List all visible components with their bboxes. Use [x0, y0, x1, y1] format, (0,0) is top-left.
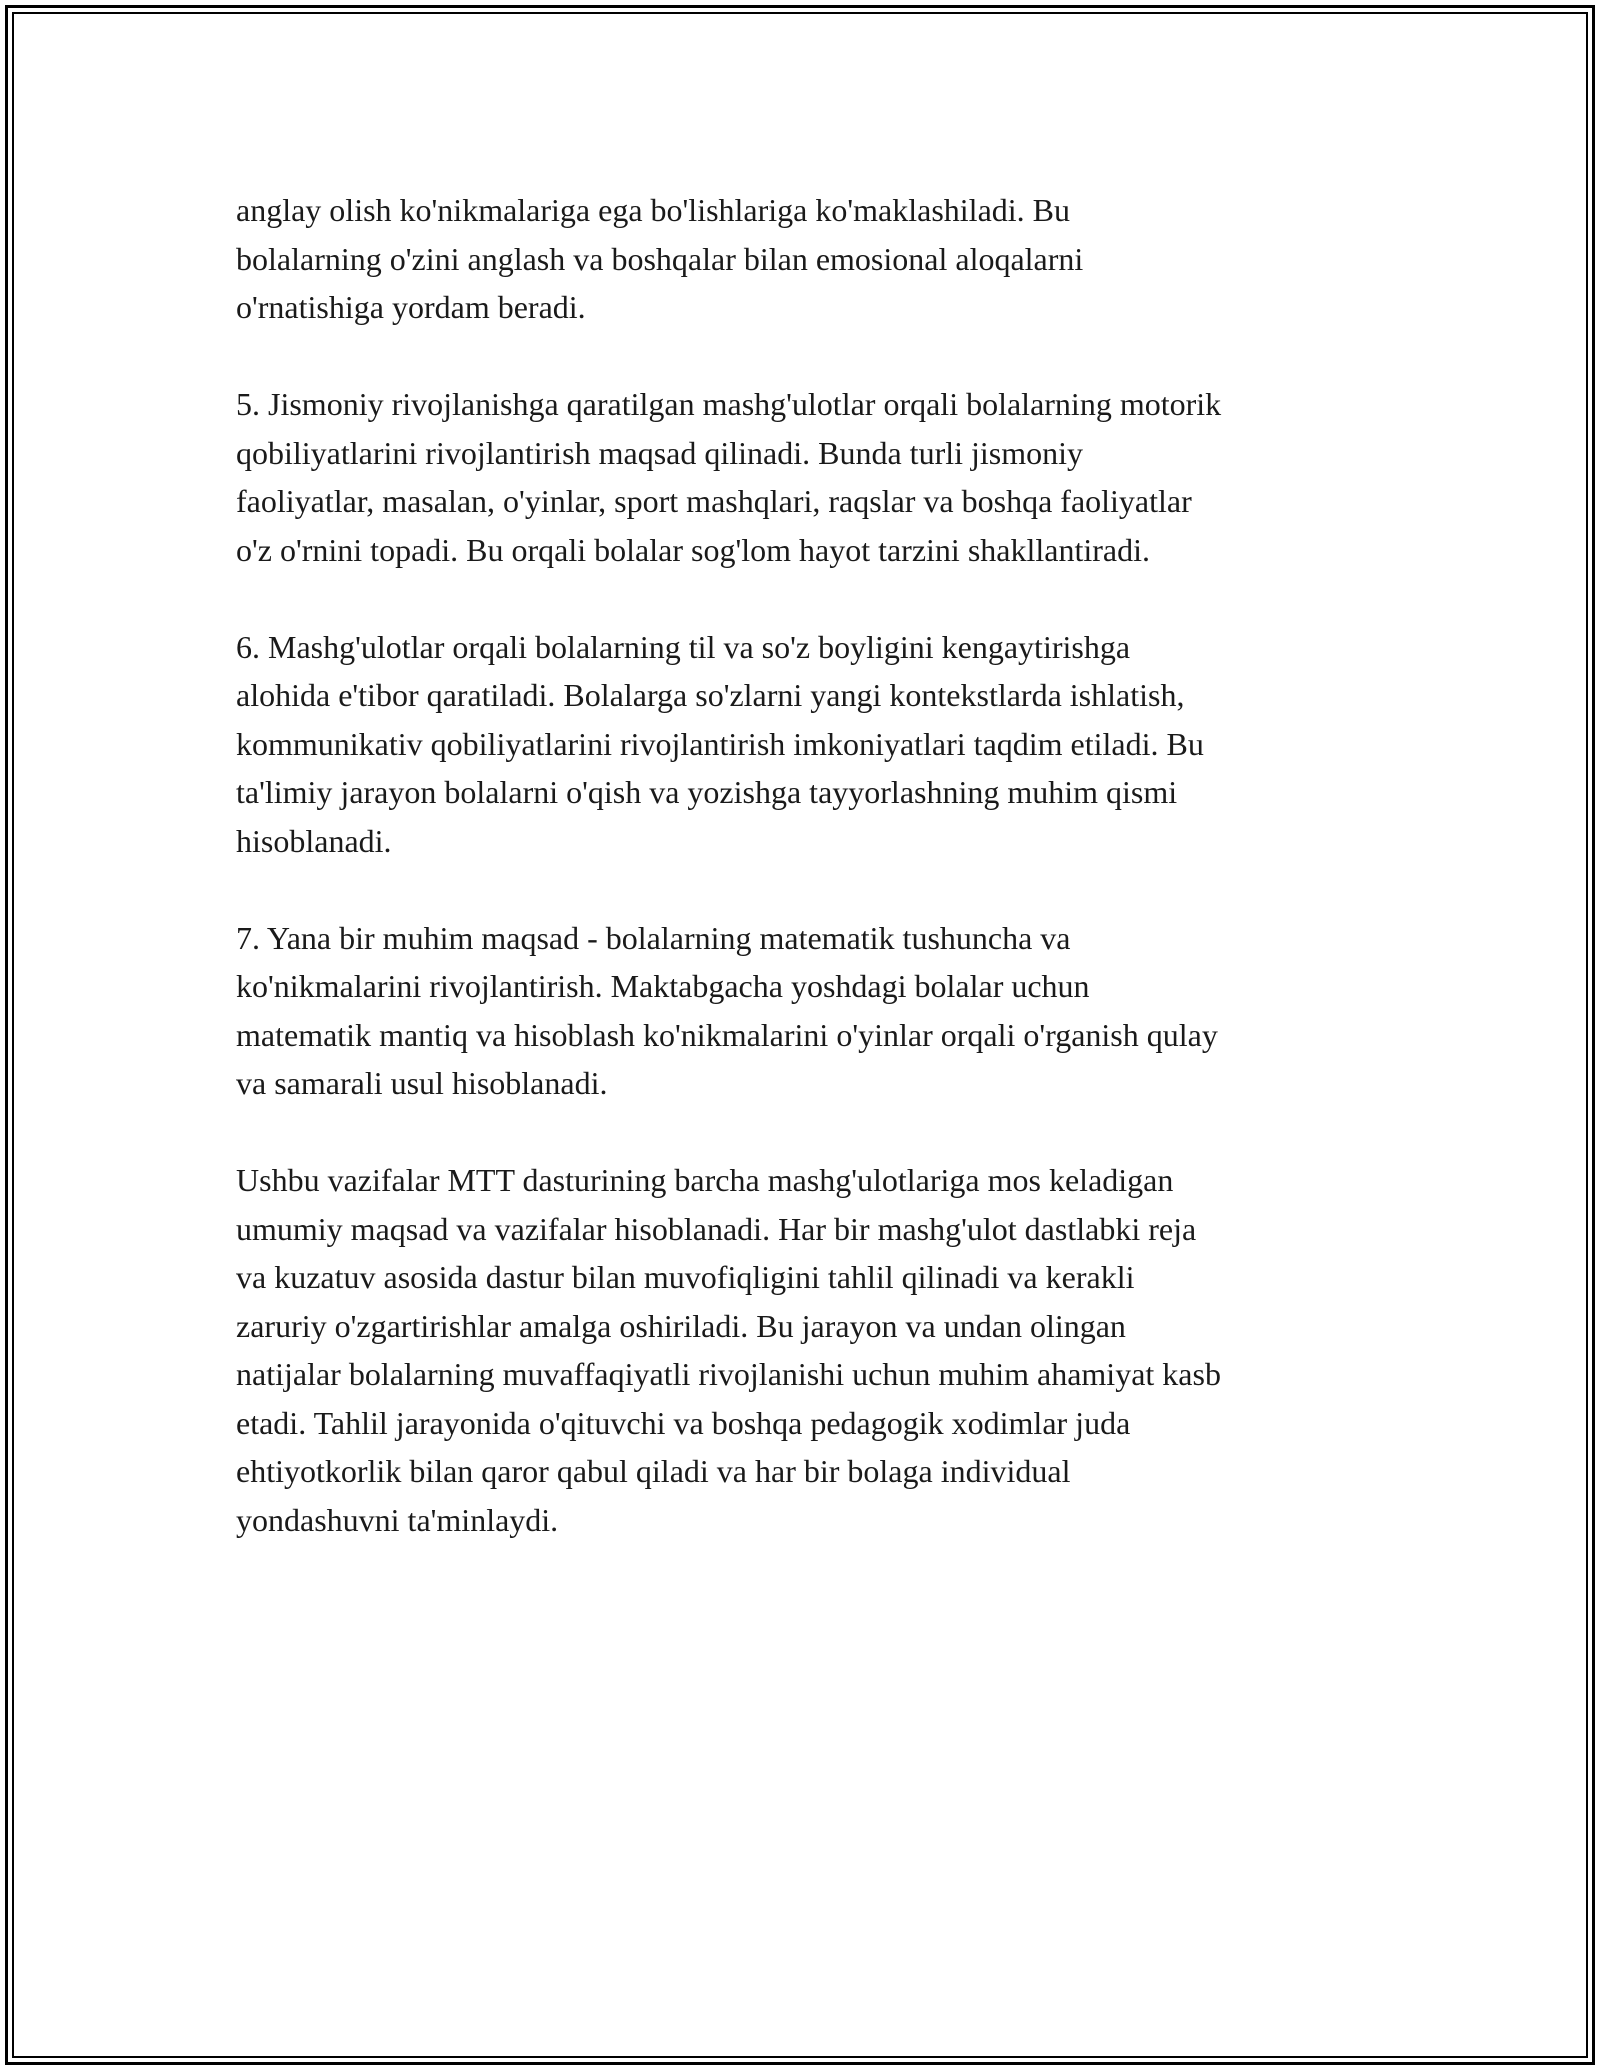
- text-line: yondashuvni ta'minlaydi.: [236, 1501, 559, 1538]
- text-line: natijalar bolalarning muvaffaqiyatli rivojlanishi uchun muhim ahamiyat kasb: [236, 1356, 1221, 1392]
- text-line: alohida e'tibor qaratiladi. Bolalarga so'zlarni yangi kontekstlarda ishlatish,: [236, 677, 1185, 713]
- text-line: hisoblanadi.: [236, 822, 392, 859]
- text-line: qobiliyatlarini rivojlantirish maqsad qilinadi. Bunda turli jismoniy: [236, 434, 1084, 471]
- text-line: ta'limiy jarayon bolalarni o'qish va yozishga tayyorlashning muhim qismi: [236, 774, 1178, 810]
- text-line: zaruriy o'zgartirishlar amalga oshiriladi. Bu jarayon va undan olingan: [236, 1307, 1126, 1344]
- text-line: o'rnatishiga yordam beradi.: [236, 289, 586, 325]
- document-body: [236, 186, 1376, 1544]
- text-line: umumiy maqsad va vazifalar hisoblanadi. Har bir mashg'ulot dastlabki reja: [236, 1210, 1197, 1247]
- text-line: bolalarning o'zini anglash va boshqalar bilan emosional aloqalarni: [236, 240, 1084, 277]
- paragraph-summary: [236, 1156, 1376, 1544]
- text-line: etadi. Tahlil jarayonida o'qituvchi va boshqa pedagogik xodimlar juda: [236, 1404, 1131, 1441]
- paragraph-item-7: [236, 914, 1376, 1108]
- paragraph-item-5: [236, 380, 1376, 574]
- text-line: matematik mantiq va hisoblash ko'nikmalarini o'yinlar orqali o'rganish qulay: [236, 1016, 1218, 1053]
- text-line: ko'nikmalarini rivojlantirish. Maktabgacha yoshdagi bolalar uchun: [236, 968, 1090, 1004]
- text-line: anglay olish ko'nikmalariga ega bo'lishlariga ko'maklashiladi. Bu: [236, 192, 1070, 228]
- paragraph-continuation: [236, 186, 1376, 332]
- text-line: va kuzatuv asosida dastur bilan muvofiqligini tahlil qilinadi va kerakli: [236, 1259, 1135, 1295]
- paragraph-item-6: [236, 623, 1376, 866]
- text-line: kommunikativ qobiliyatlarini rivojlantirish imkoniyatlari taqdim etiladi. Bu: [236, 725, 1204, 762]
- text-line: 7. Yana bir muhim maqsad - bolalarning matematik tushuncha va: [236, 919, 1071, 956]
- text-line: 5. Jismoniy rivojlanishga qaratilgan mashg'ulotlar orqali bolalarning motorik: [236, 386, 1222, 422]
- text-line: 6. Mashg'ulotlar orqali bolalarning til va so'z boyligini kengaytirishga: [236, 628, 1131, 665]
- text-line: va samarali usul hisoblanadi.: [236, 1065, 608, 1101]
- text-line: faoliyatlar, masalan, o'yinlar, sport mashqlari, raqslar va boshqa faoliyatlar: [236, 483, 1192, 519]
- text-line: Ushbu vazifalar MTT dasturining barcha mashg'ulotlariga mos keladigan: [236, 1162, 1174, 1198]
- text-line: o'z o'rnini topadi. Bu orqali bolalar sog'lom hayot tarzini shakllantiradi.: [236, 531, 1150, 568]
- text-line: ehtiyotkorlik bilan qaror qabul qiladi va har bir bolaga individual: [236, 1453, 1071, 1489]
